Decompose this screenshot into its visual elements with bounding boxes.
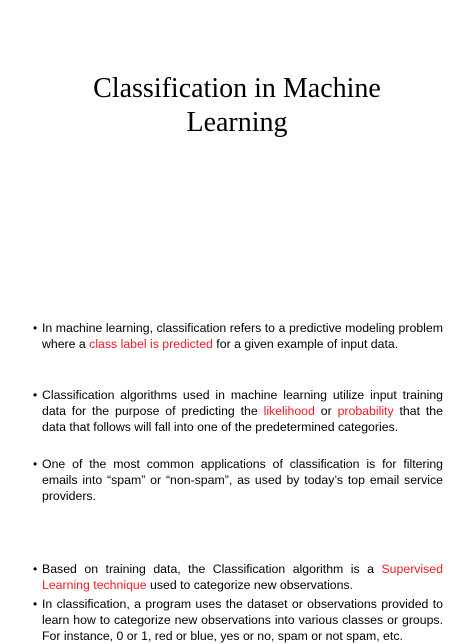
bullet-classification-definition	[33, 320, 443, 352]
title-line-2: Learning	[186, 107, 288, 138]
bullet-marker: •	[33, 597, 38, 611]
bullet-text: for a given example of input data.	[212, 337, 399, 351]
bullet-text: One of the most common applications of classification is for filtering emails into “spam” or “non-spam”, as used by today’s top email service providers.	[42, 457, 443, 503]
bullet-text: In machine learning, classification refers to a predictive modeling problem where a	[42, 321, 443, 351]
bullet-marker: •	[33, 321, 38, 335]
bullet-text: used to categorize new observations.	[146, 578, 354, 592]
title-line-1: Classification in Machine	[93, 73, 381, 104]
bullet-spam-filtering	[33, 456, 443, 504]
bullet-text: Based on training data, the Classification algorithm is a	[42, 562, 382, 576]
highlight-text: likelihood	[263, 404, 315, 418]
bullet-classification-algorithms	[33, 387, 443, 435]
bullet-text: In classification, a program uses the dataset or observations provided to learn how to categorize new observations into various classes or groups. For instance, 0 or 1, red or blue, yes or no, spam or not spam, etc.	[42, 597, 443, 643]
highlight-text: probability	[337, 404, 394, 418]
slide-title	[0, 72, 474, 140]
highlight-text: class label is predicted	[89, 337, 213, 351]
bullet-supervised-learning	[33, 561, 443, 593]
bullet-marker: •	[33, 388, 38, 402]
bullet-text: or	[314, 404, 338, 418]
bullet-marker: •	[33, 457, 38, 471]
bullet-marker: •	[33, 562, 38, 576]
bullet-classification-program	[33, 596, 443, 644]
bullet-text: that the data that follows will fall into one of the predetermined categories.	[42, 404, 443, 434]
bullet-text: Classification algorithms used in machine learning utilize input training data for the purpose of predicting the	[42, 388, 443, 418]
highlight-text: Supervised Learning technique	[42, 562, 443, 592]
